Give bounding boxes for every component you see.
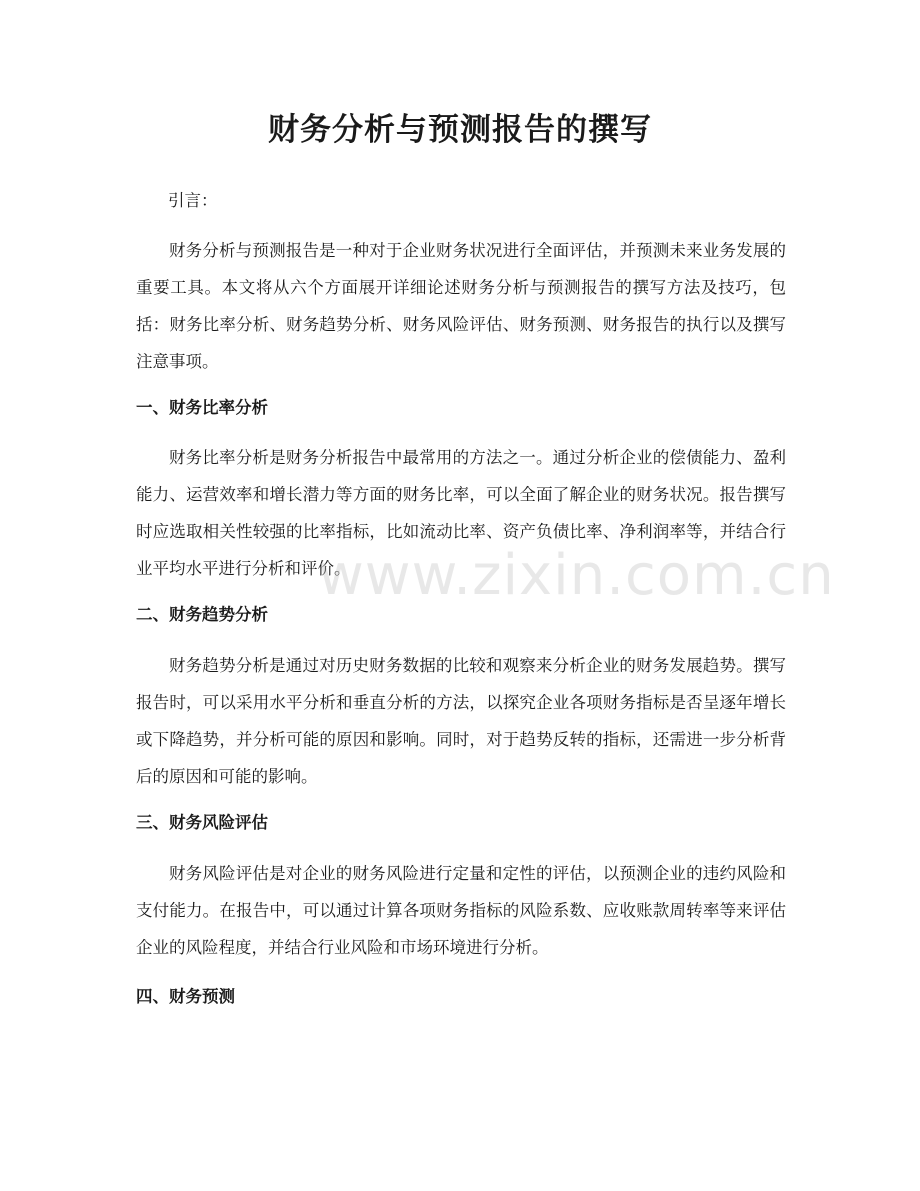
section-paragraph-2: 财务趋势分析是通过对历史财务数据的比较和观察来分析企业的财务发展趋势。撰写报告时，可以采用水平分析和垂直分析的方法，以探究企业各项财务指标是否呈逐年增长或下降趋势，并分析可能的原因和影响。同时，对于趋势反转的指标，还需进一步分析背后的原因和可能的影响。 <box>136 656 786 786</box>
intro-paragraph: 财务分析与预测报告是一种对于企业财务状况进行全面评估，并预测未来业务发展的重要工具。本文将从六个方面展开详细论述财务分析与预测报告的撰写方法及技巧，包括：财务比率分析、财务趋势分析、财务风险评估、财务预测、财务报告的执行以及撰写注意事项。 <box>136 241 786 371</box>
intro-label: 引言： <box>168 191 218 210</box>
section-paragraph-1: 财务比率分析是财务分析报告中最常用的方法之一。通过分析企业的偿债能力、盈利能力、运营效率和增长潜力等方面的财务比率，可以全面了解企业的财务状况。报告撰写时应选取相关性较强的比率指标，比如流动比率、资产负债比率、净利润率等，并结合行业平均水平进行分析和评价。 <box>136 448 786 578</box>
section-heading-3: 三、财务风险评估 <box>136 813 268 832</box>
section-heading-1: 一、财务比率分析 <box>136 398 268 417</box>
section-paragraph-3: 财务风险评估是对企业的财务风险进行定量和定性的评估，以预测企业的违约风险和支付能力。在报告中，可以通过计算各项财务指标的风险系数、应收账款周转率等来评估企业的风险程度，并结合行业风险和市场环境进行分析。 <box>136 864 786 957</box>
section-heading-4: 四、财务预测 <box>136 987 235 1006</box>
section-heading-2: 二、财务趋势分析 <box>136 605 268 624</box>
watermark-text: www.zixin.com.cn <box>318 543 835 608</box>
document-title: 财务分析与预测报告的撰写 <box>268 112 652 148</box>
